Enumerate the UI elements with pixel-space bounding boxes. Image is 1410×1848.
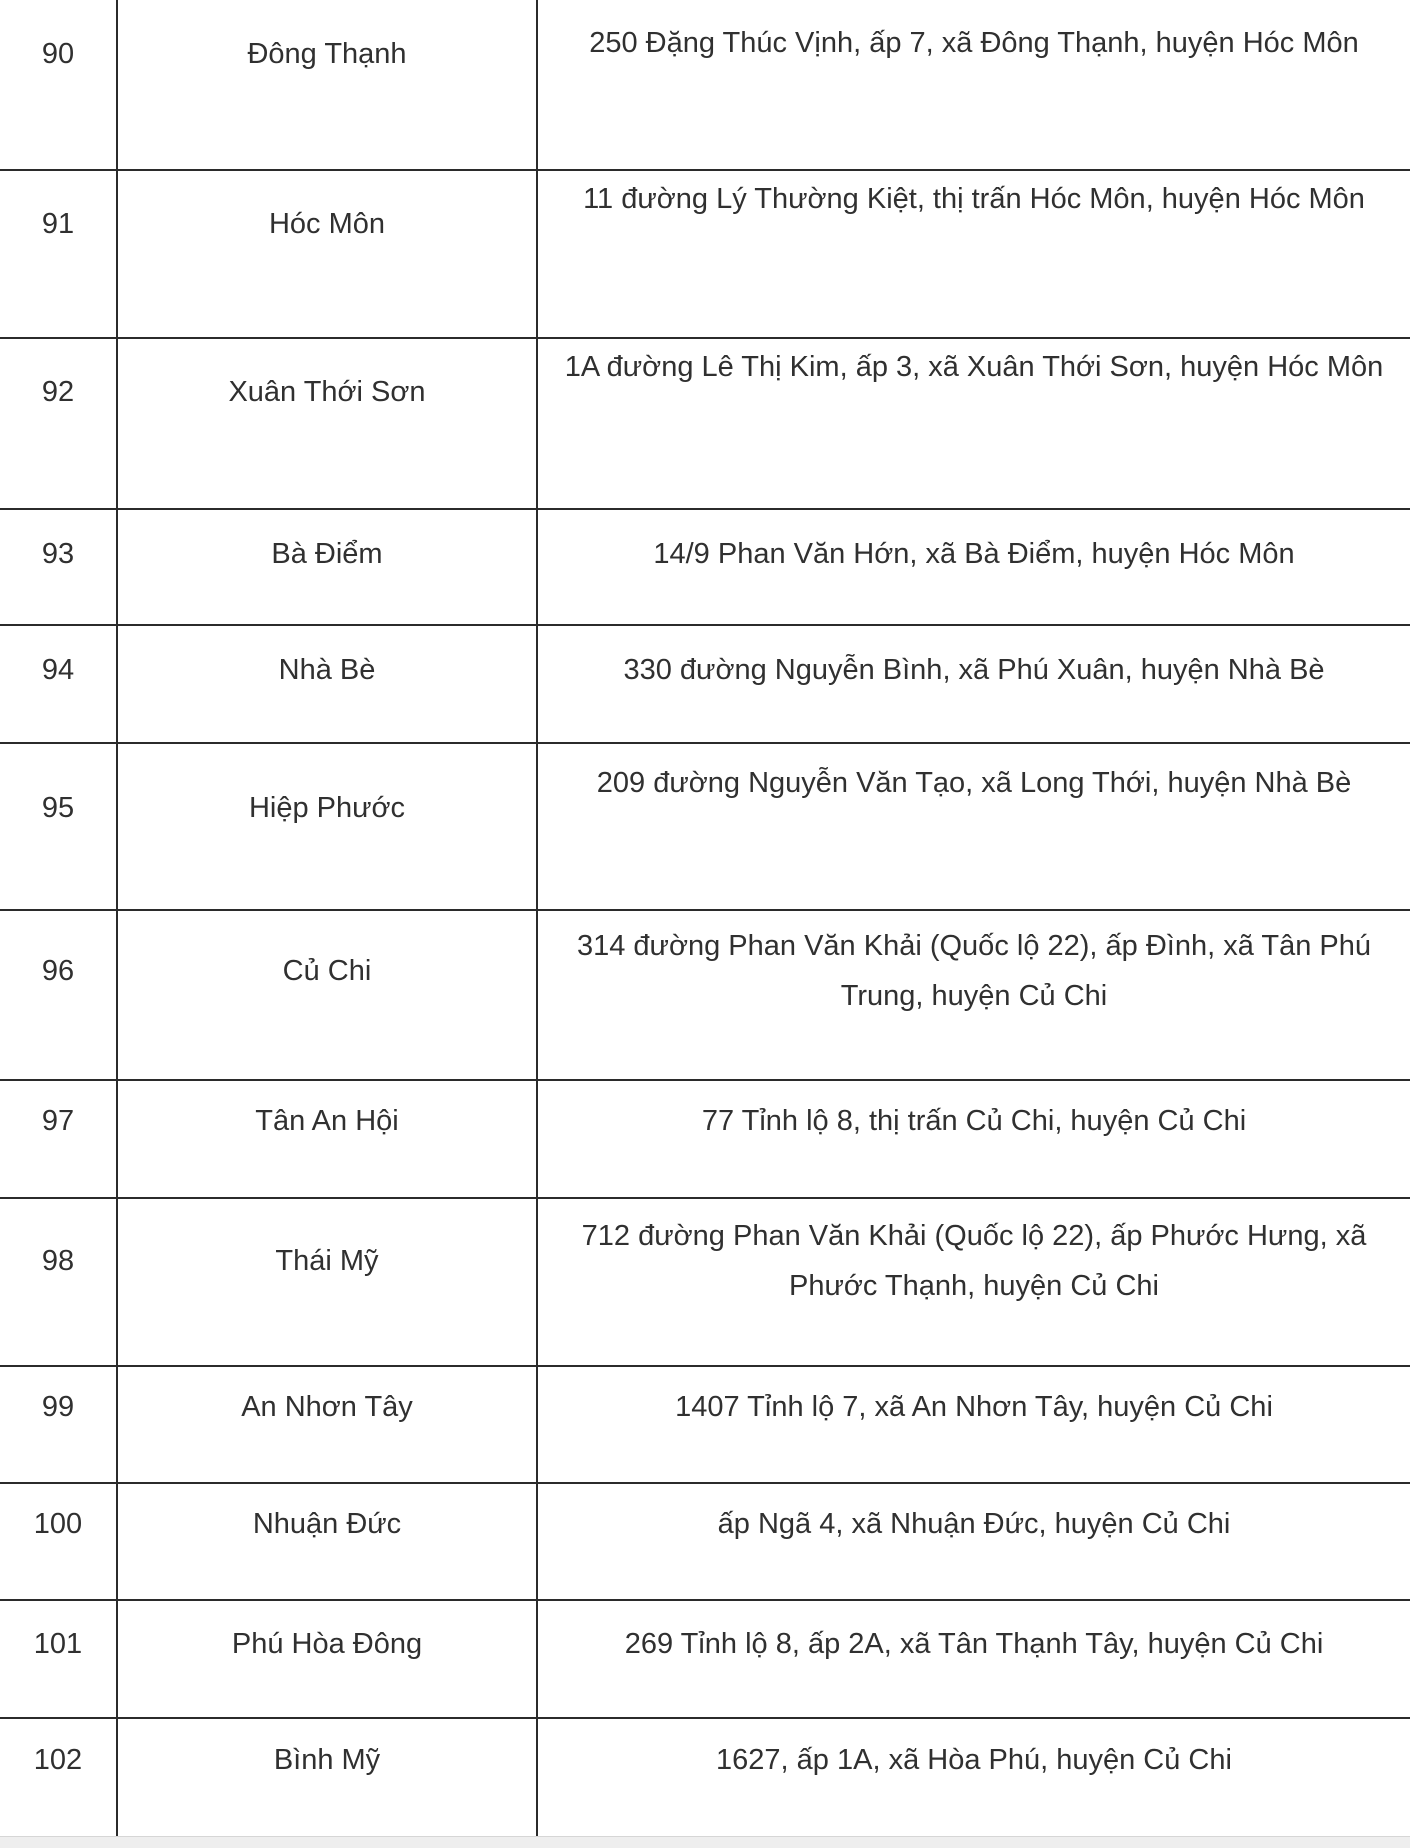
station-address: 14/9 Phan Văn Hớn, xã Bà Điểm, huyện Hóc Môn	[537, 509, 1410, 625]
station-name: Tân An Hội	[117, 1080, 537, 1198]
station-address: 250 Đặng Thúc Vịnh, ấp 7, xã Đông Thạnh, huyện Hóc Môn	[537, 0, 1410, 170]
station-name: Nhuận Đức	[117, 1483, 537, 1600]
station-address: ấp Ngã 4, xã Nhuận Đức, huyện Củ Chi	[537, 1483, 1410, 1600]
table-row	[0, 170, 1410, 338]
station-name: Xuân Thới Sơn	[117, 338, 537, 509]
table-row	[0, 1080, 1410, 1198]
row-number: 95	[0, 743, 117, 910]
station-name: Phú Hòa Đông	[117, 1600, 537, 1718]
station-name: Bình Mỹ	[117, 1718, 537, 1837]
table-row	[0, 1366, 1410, 1483]
table-row	[0, 338, 1410, 509]
station-name: Hóc Môn	[117, 170, 537, 338]
station-name: Nhà Bè	[117, 625, 537, 743]
station-name: Củ Chi	[117, 910, 537, 1080]
station-address: 77 Tỉnh lộ 8, thị trấn Củ Chi, huyện Củ Chi	[537, 1080, 1410, 1198]
row-number: 91	[0, 170, 117, 338]
table-row	[0, 1718, 1410, 1837]
row-number: 90	[0, 0, 117, 170]
row-number: 96	[0, 910, 117, 1080]
station-address: 209 đường Nguyễn Văn Tạo, xã Long Thới, huyện Nhà Bè	[537, 743, 1410, 910]
row-number: 99	[0, 1366, 117, 1483]
table-row	[0, 1483, 1410, 1600]
table-row	[0, 625, 1410, 743]
station-name: Hiệp Phước	[117, 743, 537, 910]
row-number: 100	[0, 1483, 117, 1600]
station-name: Bà Điểm	[117, 509, 537, 625]
row-number: 92	[0, 338, 117, 509]
table-row	[0, 743, 1410, 910]
station-address: 269 Tỉnh lộ 8, ấp 2A, xã Tân Thạnh Tây, huyện Củ Chi	[537, 1600, 1410, 1718]
table-row	[0, 910, 1410, 1080]
station-name: Thái Mỹ	[117, 1198, 537, 1366]
station-name: Đông Thạnh	[117, 0, 537, 170]
station-address: 712 đường Phan Văn Khải (Quốc lộ 22), ấp Phước Hưng, xã Phước Thạnh, huyện Củ Chi	[537, 1198, 1410, 1366]
table-row	[0, 1600, 1410, 1718]
row-number: 101	[0, 1600, 117, 1718]
row-number: 98	[0, 1198, 117, 1366]
bottom-page-edge	[0, 1836, 1410, 1848]
row-number: 102	[0, 1718, 117, 1837]
station-address: 314 đường Phan Văn Khải (Quốc lộ 22), ấp Đình, xã Tân Phú Trung, huyện Củ Chi	[537, 910, 1410, 1080]
table-row	[0, 0, 1410, 170]
row-number: 93	[0, 509, 117, 625]
row-number: 94	[0, 625, 117, 743]
station-address: 1627, ấp 1A, xã Hòa Phú, huyện Củ Chi	[537, 1718, 1410, 1837]
station-address: 1407 Tỉnh lộ 7, xã An Nhơn Tây, huyện Củ Chi	[537, 1366, 1410, 1483]
station-address: 1A đường Lê Thị Kim, ấp 3, xã Xuân Thới Sơn, huyện Hóc Môn	[537, 338, 1410, 509]
station-name: An Nhơn Tây	[117, 1366, 537, 1483]
station-address: 11 đường Lý Thường Kiệt, thị trấn Hóc Môn, huyện Hóc Môn	[537, 170, 1410, 338]
table-row	[0, 509, 1410, 625]
table-row	[0, 1198, 1410, 1366]
station-address: 330 đường Nguyễn Bình, xã Phú Xuân, huyện Nhà Bè	[537, 625, 1410, 743]
row-number: 97	[0, 1080, 117, 1198]
